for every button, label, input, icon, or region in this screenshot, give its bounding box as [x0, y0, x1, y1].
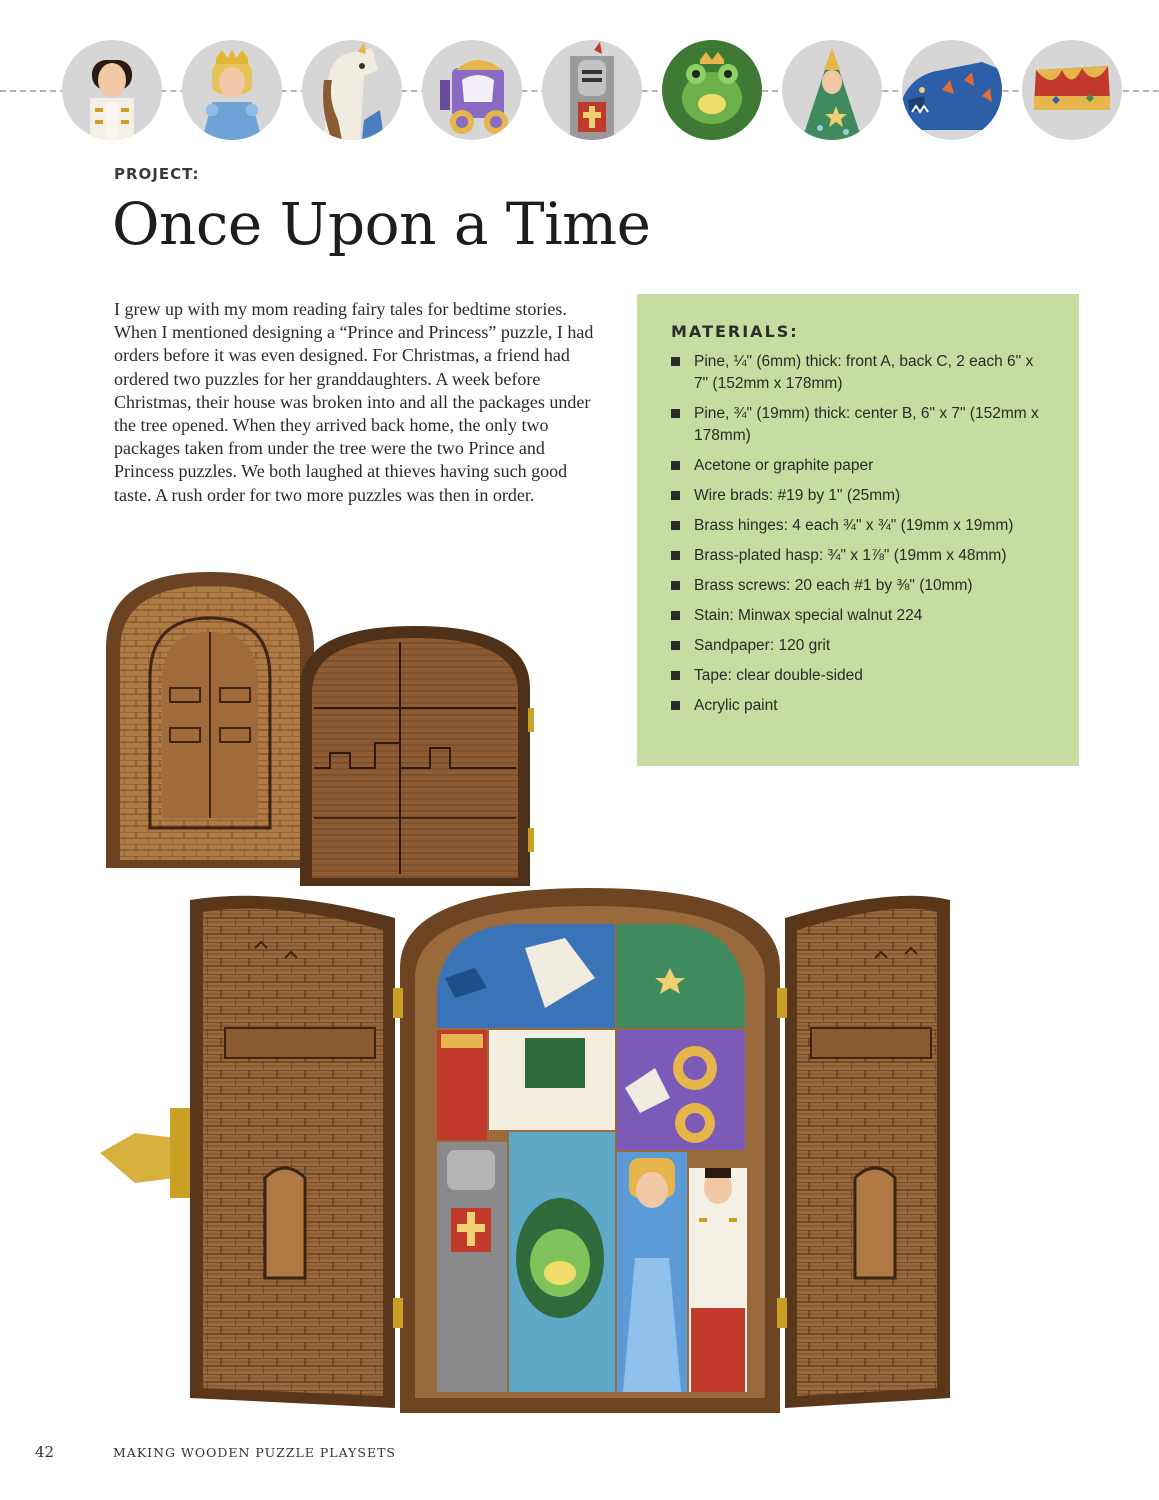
- materials-item: [671, 515, 1045, 537]
- project-kicker: PROJECT:: [114, 165, 200, 183]
- header-thumbnail-strip: [62, 40, 1122, 140]
- materials-item-text: Brass screws: 20 each #1 by ⅜" (10mm): [694, 577, 973, 594]
- bullet-icon: [671, 701, 680, 710]
- princess-icon: [182, 40, 282, 140]
- materials-item-text: Acrylic paint: [694, 697, 778, 714]
- materials-item: [671, 695, 1045, 717]
- materials-item-text: Acetone or graphite paper: [694, 457, 874, 474]
- materials-item: [671, 545, 1045, 567]
- bullet-icon: [671, 461, 680, 470]
- crown-icon: [1022, 40, 1122, 140]
- bullet-icon: [671, 581, 680, 590]
- materials-item: [671, 575, 1045, 597]
- materials-item-text: Stain: Minwax special walnut 224: [694, 607, 923, 624]
- carriage-icon: [422, 40, 522, 140]
- frog-prince-icon: [662, 40, 762, 140]
- materials-box: [637, 294, 1079, 766]
- bullet-icon: [671, 521, 680, 530]
- materials-item-text: Sandpaper: 120 grit: [694, 637, 831, 654]
- dragon-icon: [902, 40, 1002, 140]
- knight-icon: [542, 40, 642, 140]
- closed-puzzle-photo: [100, 568, 550, 888]
- unicorn-icon: [302, 40, 402, 140]
- materials-item: [671, 605, 1045, 627]
- fairy-icon: [782, 40, 882, 140]
- materials-item: [671, 455, 1045, 477]
- materials-item-text: Tape: clear double-sided: [694, 667, 863, 684]
- materials-item: [671, 665, 1045, 687]
- intro-paragraph: I grew up with my mom reading fairy tales for bedtime stories. When I mentioned designing a “Prince and Princess” puzzle, I had orders before it was even designed. For Christmas, a friend had ordered two puzzles for her granddaughters. A week before Christmas, their house was broken into and all the packages under the tree opened. When they arrived back home, the only two packages taken from under the tree were the two Prince and Princess puzzles. We both laughed at thieves having such good taste. A rush order for two more puzzles was then in order.: [114, 299, 594, 505]
- materials-heading: MATERIALS:: [671, 322, 799, 341]
- page-title: Once Upon a Time: [112, 190, 651, 258]
- open-puzzle-photo: [95, 878, 1045, 1428]
- materials-item: [671, 485, 1045, 507]
- page-number: 42: [35, 1443, 55, 1461]
- materials-item-text: Wire brads: #19 by 1" (25mm): [694, 487, 901, 504]
- bullet-icon: [671, 611, 680, 620]
- materials-item-text: Brass-plated hasp: ¾" x 1⅞" (19mm x 48mm): [694, 547, 1007, 564]
- running-footer-title: MAKING WOODEN PUZZLE PLAYSETS: [113, 1445, 396, 1460]
- materials-item: [671, 351, 1045, 395]
- prince-icon: [62, 40, 162, 140]
- bullet-icon: [671, 357, 680, 366]
- materials-item-text: Pine, ¼" (6mm) thick: front A, back C, 2 each 6" x 7" (152mm x 178mm): [694, 353, 1034, 392]
- materials-item-text: Brass hinges: 4 each ¾" x ¾" (19mm x 19mm): [694, 517, 1014, 534]
- bullet-icon: [671, 491, 680, 500]
- materials-item: [671, 635, 1045, 657]
- materials-item-text: Pine, ¾" (19mm) thick: center B, 6" x 7" (152mm x 178mm): [694, 405, 1039, 444]
- bullet-icon: [671, 641, 680, 650]
- materials-item: [671, 403, 1045, 447]
- materials-list: [671, 351, 1045, 717]
- bullet-icon: [671, 409, 680, 418]
- bullet-icon: [671, 551, 680, 560]
- bullet-icon: [671, 671, 680, 680]
